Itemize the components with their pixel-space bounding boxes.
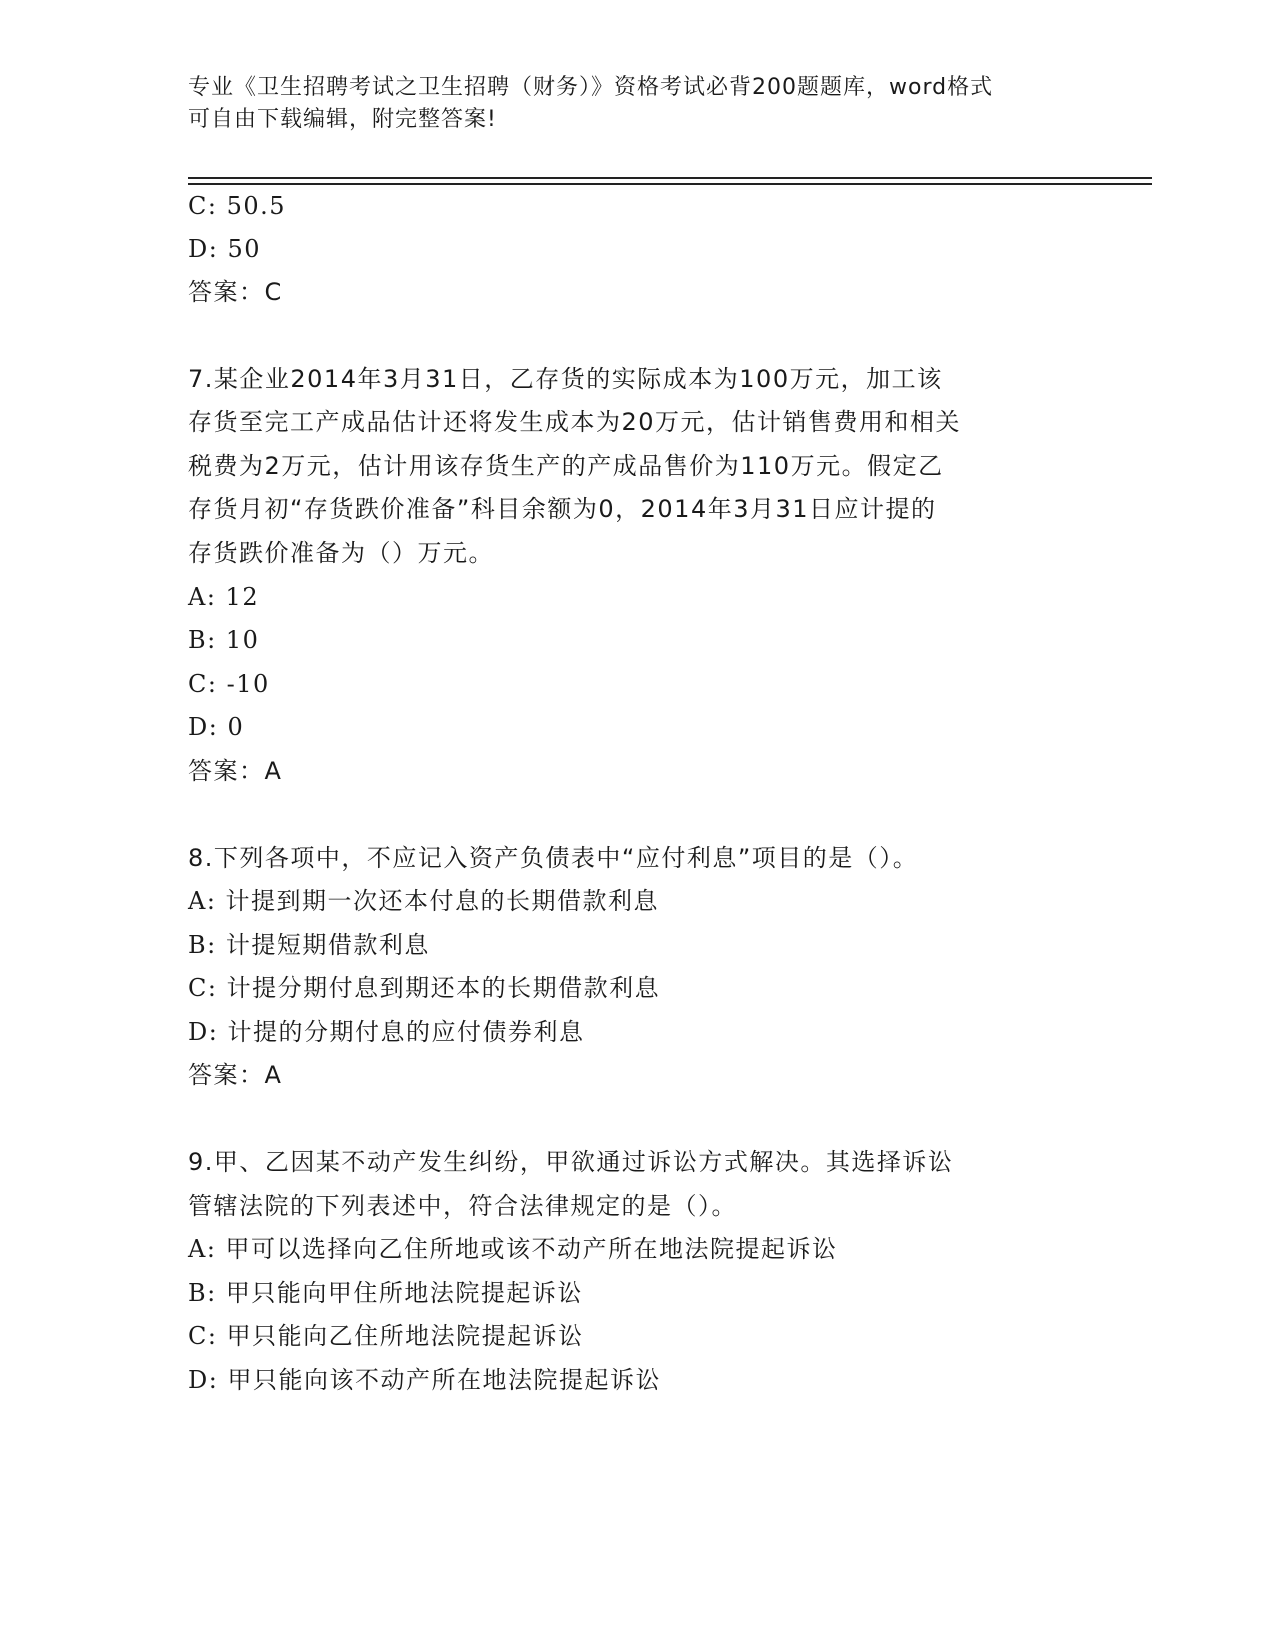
document-header — [188, 72, 1068, 136]
q8-stem: 8.下列各项中，不应记入资产负债表中“应付利息”项目的是（）。 — [188, 844, 919, 872]
q9-option-d: D: 甲只能向该不动产所在地法院提起诉讼 — [188, 1366, 661, 1394]
header-divider-bottom — [188, 183, 1152, 185]
q9-option-b: B: 甲只能向甲住所地法院提起诉讼 — [188, 1279, 583, 1307]
q9-option-c: C: 甲只能向乙住所地法院提起诉讼 — [188, 1322, 584, 1350]
q7-answer: 答案：A — [188, 757, 283, 785]
q9-option-a: A: 甲可以选择向乙住所地或该不动产所在地法院提起诉讼 — [188, 1235, 838, 1263]
q7-option-b: B: 10 — [188, 626, 260, 654]
q7-stem-line-3: 税费为2万元，估计用该存货生产的产成品售价为110万元。假定乙 — [188, 452, 944, 480]
q8-option-d: D: 计提的分期付息的应付债券利息 — [188, 1018, 585, 1046]
q7-stem-line-5: 存货跌价准备为（）万元。 — [188, 539, 494, 567]
q9-stem-line-1: 9.甲、乙因某不动产发生纠纷，甲欲通过诉讼方式解决。其选择诉讼 — [188, 1148, 954, 1176]
q8-option-b: B: 计提短期借款利息 — [188, 931, 430, 959]
header-title-line-1: 专业《卫生招聘考试之卫生招聘（财务）》资格考试必背200题题库，word格式 — [188, 75, 994, 100]
q7-stem-line-4: 存货月初“存货跌价准备”科目余额为0，2014年3月31日应计提的 — [188, 495, 937, 523]
q7-option-a: A: 12 — [188, 583, 260, 611]
q7-option-d: D: 0 — [188, 713, 245, 741]
q6-option-d: D: 50 — [188, 235, 261, 263]
header-title-line-2: 可自由下载编辑，附完整答案! — [188, 107, 497, 132]
q6-answer: 答案：C — [188, 278, 283, 306]
q8-answer: 答案：A — [188, 1061, 283, 1089]
header-divider-top — [188, 177, 1152, 179]
q9-stem-line-2: 管辖法院的下列表述中，符合法律规定的是（）。 — [188, 1192, 737, 1220]
q7-stem-line-1: 7.某企业2014年3月31日，乙存货的实际成本为100万元，加工该 — [188, 365, 943, 393]
q6-option-c: C: 50.5 — [188, 192, 287, 220]
q8-option-a: A: 计提到期一次还本付息的长期借款利息 — [188, 887, 660, 915]
q8-option-c: C: 计提分期付息到期还本的长期借款利息 — [188, 974, 661, 1002]
q7-option-c: C: -10 — [188, 670, 270, 698]
q7-stem-line-2: 存货至完工产成品估计还将发生成本为20万元，估计销售费用和相关 — [188, 408, 962, 436]
